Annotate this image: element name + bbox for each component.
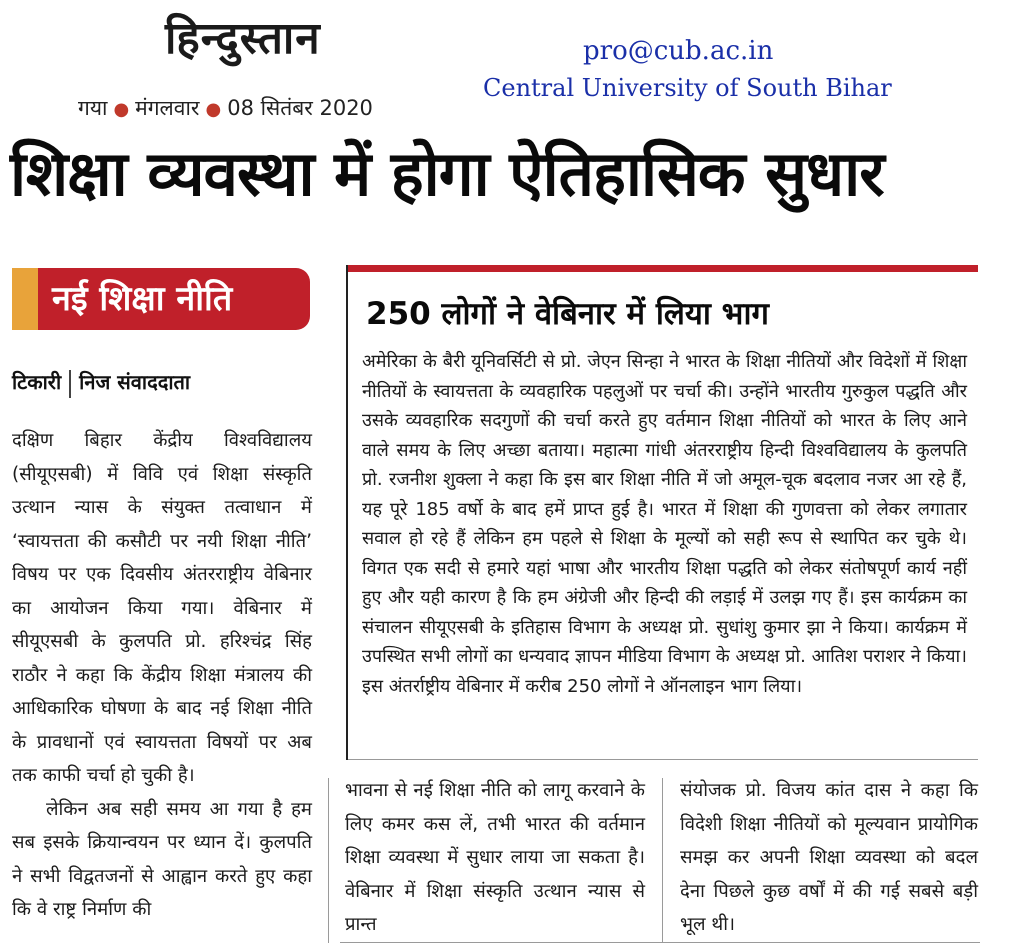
article-paragraph: दक्षिण बिहार केंद्रीय विश्वविद्यालय (सीयूएसबी) में विवि एवं शिक्षा संस्कृति उत्थान न्यास के संयुक्त तत्वाधान में ‘स्वायत्तता की कसौटी पर नयी शिक्षा नीति’ विषय पर एक दिवसीय अंतरराष्ट्रीय वेबिनार का आयोजन किया गया। वेबिनार में सीयूएसबी के कुलपति प्रो. हरिश्चंद्र सिंह राठौर ने कहा कि केंद्रीय शिक्षा मंत्रालय की आधिकारिक घोषणा के बाद नई शिक्षा नीति के प्रावधानों एवं स्वायत्तता विषयों पर अब तक काफी चर्चा हो चुकी है। — [12, 430, 312, 786]
section-tag — [12, 268, 310, 330]
section-tag-label: नई शिक्षा नीति — [52, 279, 233, 319]
article-paragraph: संयोजक प्रो. विजय कांत दास ने कहा कि विदेशी शिक्षा नीतियों को मूल्यवान प्रायोगिक समझ कर अपनी शिक्षा व्यवस्था को बदल देना पिछले कुछ वर्षों में की गई सबसे बड़ी भूल थी। — [680, 780, 978, 935]
sidebar-box-bottom-rule — [348, 759, 978, 760]
byline-divider — [69, 370, 71, 398]
bullet-icon: ● — [113, 99, 130, 120]
article-column-3 — [680, 774, 978, 942]
article-paragraph: भावना से नई शिक्षा नीति को लागू करवाने के लिए कमर कस लें, तभी भारत की वर्तमान शिक्षा व्यवस्था में सुधार लाया जा सकता है। वेबिनार में शिक्षा संस्कृति उत्थान न्यास से प्रान्त — [345, 780, 645, 935]
contact-email: pro@cub.ac.in — [583, 36, 774, 66]
article-column-1 — [12, 424, 312, 927]
dateline-day: मंगलवार — [135, 96, 200, 120]
newspaper-masthead: हिन्दुस्तान — [165, 13, 321, 64]
byline-place: टिकारी — [12, 370, 62, 394]
column-divider — [328, 778, 329, 943]
dateline-date: 08 सितंबर 2020 — [227, 96, 373, 120]
bottom-rule — [340, 942, 980, 943]
sidebar-box-title: 250 लोगों ने वेबिनार में लिया भाग — [366, 296, 769, 332]
sidebar-box-topbar — [348, 265, 978, 272]
byline — [12, 368, 190, 398]
dateline — [78, 94, 373, 122]
byline-reporter: निज संवाददाता — [79, 370, 191, 394]
section-tag-accent — [12, 268, 38, 330]
sidebar-box-body: अमेरिका के बैरी यूनिवर्सिटी से प्रो. जेएन सिन्हा ने भारत के शिक्षा नीतियों और विदेशों में शिक्षा नीतियों के स्वायत्तता के व्यवहारिक पहलुओं पर चर्चा की। उन्होंने भारतीय गुरुकुल पद्धति और उसके व्यवहारिक सदगुणों की चर्चा करते हुए वर्तमान शिक्षा नीतियों को भारत के लिए आने वाले समय के लिए अच्छा बताया। महात्मा गांधी अंतरराष्ट्रीय हिन्दी विश्वविद्यालय के कुलपति प्रो. रजनीश शुक्ला ने कहा कि इस बार शिक्षा नीति में जो अमूल-चूक बदलाव नजर आ रहे हैं, यह पूरे 185 वर्षो के बाद हमें प्राप्त हुई है। भारत में शिक्षा की गुणवत्ता को लेकर लगातार सवाल हो रहे हैं लेकिन हम पहले से शिक्षा के मूल्यों को सही रूप से स्थापित कर चुके थे। विगत एक सदी से हमारे यहां भाषा और भारतीय शिक्षा पद्धति को लेकर संतोषपूर्ण कार्य नहीं हुए और यही कारण है कि हम अंग्रेजी और हिन्दी की लड़ाई में उलझ गए हैं। इस कार्यक्रम का संचालन सीयूएसबी के इतिहास विभाग के अध्यक्ष प्रो. सुधांशु कुमार झा ने किया। कार्यक्रम में उपस्थित सभी लोगों का धन्यवाद ज्ञापन मीडिया विभाग के अध्यक्ष प्रो. आतिश पराशर ने किया। इस अंतर्राष्ट्रीय वेबिनार में करीब 250 लोगों ने ऑनलाइन भाग लिया। — [362, 351, 967, 697]
column-divider — [662, 778, 663, 943]
article-paragraph: लेकिन अब सही समय आ गया है हम सब इसके क्रियान्वयन पर ध्यान दें। कुलपति ने सभी विद्वतजनों से आह्वान करते हुए कहा कि वे राष्ट्र निर्माण की — [12, 798, 312, 920]
main-headline: शिक्षा व्यवस्था में होगा ऐतिहासिक सुधार — [10, 137, 884, 210]
university-name: Central University of South Bihar — [483, 74, 892, 102]
article-column-2 — [345, 774, 645, 942]
bullet-icon: ● — [205, 99, 222, 120]
dateline-city: गया — [78, 96, 108, 120]
